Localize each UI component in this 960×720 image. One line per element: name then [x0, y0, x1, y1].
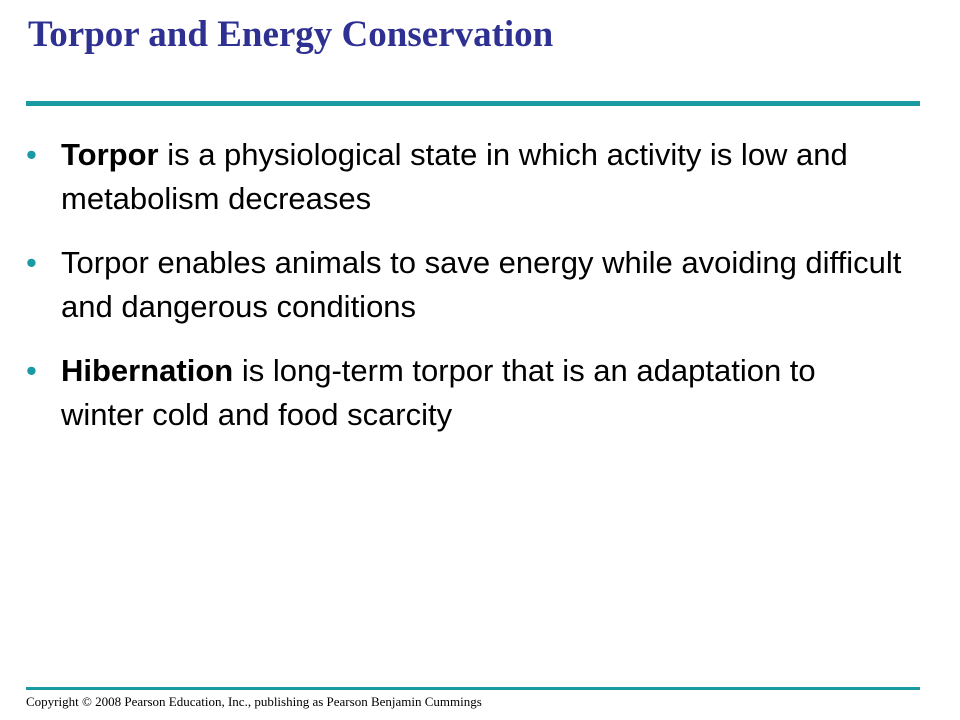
- footer-divider: [26, 687, 920, 690]
- bullet-text: [61, 133, 906, 221]
- bullet-icon: •: [26, 353, 37, 388]
- bullet-item: [26, 241, 906, 329]
- bullet-body: Torpor enables animals to save energy while avoiding difficult and dangerous conditions: [61, 245, 902, 324]
- bullet-body: is long-term torpor that is an adaptation to winter cold and food scarcity: [61, 353, 816, 432]
- bullet-list: [26, 133, 906, 457]
- bullet-icon: •: [26, 137, 37, 172]
- bullet-item: [26, 349, 906, 437]
- slide-title: Torpor and Energy Conservation: [28, 14, 554, 55]
- bullet-text: [61, 241, 906, 329]
- bullet-item: [26, 133, 906, 221]
- bullet-text: [61, 349, 906, 437]
- bullet-body: is a physiological state in which activity is low and metabolism decreases: [61, 137, 848, 216]
- copyright-notice: Copyright © 2008 Pearson Education, Inc., publishing as Pearson Benjamin Cummings: [26, 694, 482, 709]
- bullet-icon: •: [26, 245, 37, 280]
- bullet-term: Hibernation: [61, 353, 234, 388]
- title-divider: [26, 101, 920, 106]
- bullet-term: Torpor: [61, 137, 159, 172]
